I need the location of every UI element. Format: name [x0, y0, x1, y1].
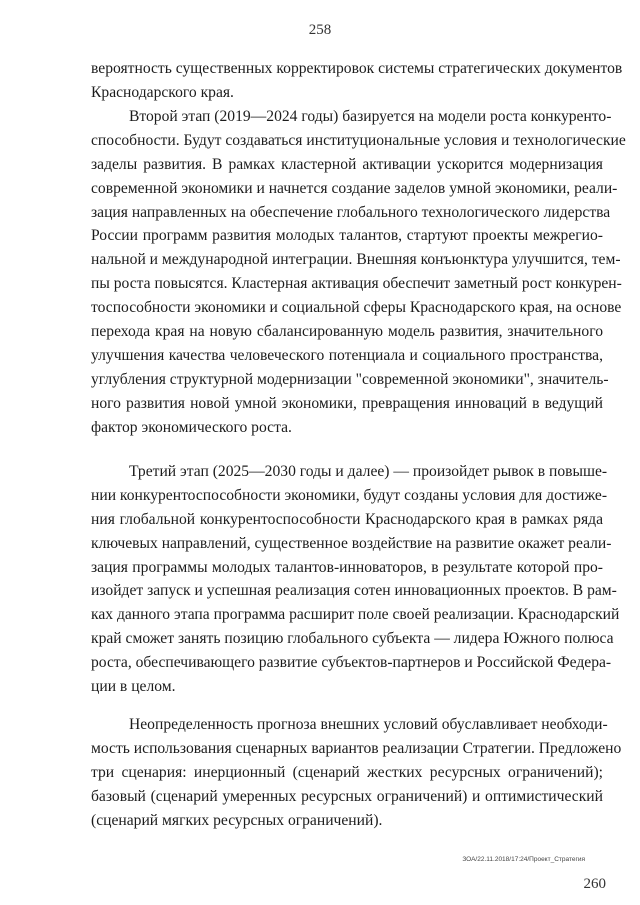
text-line: зация программы молодых талантов-инноваторов, в результате которой про- [91, 558, 603, 576]
text-line: ния глобальной конкурентоспособности Краснодарского края в рамках ряда [91, 510, 603, 528]
text-line: пы роста повысятся. Кластерная активация обеспечит заметный рост конкурен- [91, 275, 622, 293]
text-line: ции в целом. [91, 678, 176, 696]
text-line: углубления структурной модернизации "современной экономики", значитель- [91, 370, 609, 388]
text-line: Третий этап (2025—2030 годы и далее) — произойдет рывок в повыше- [129, 463, 608, 480]
text-line: три сценария: инерционный (сценарий жестких ресурсных ограничений); [91, 763, 603, 781]
text-line: Краснодарского края. [91, 83, 234, 101]
text-line: фактор экономического роста. [91, 418, 292, 436]
text-line: тоспособности экономики и социальной сферы Краснодарского края, на основе [91, 299, 622, 317]
text-line: вероятность существенных корректировок системы стратегических документов [91, 60, 623, 77]
text-line: современной экономики и начнется создание заделов умной экономики, реали- [91, 179, 618, 197]
text-line: перехода края на новую сбалансированную модель развития, значительного [91, 323, 603, 341]
text-line: край сможет занять позицию глобального субъекта — лидера Южного полюса [91, 630, 614, 648]
text-line: (сценарий мягких ресурсных ограничений). [91, 811, 383, 829]
text-line: способности. Будут создаваться институциональные условия и технологические [91, 131, 626, 149]
paragraph-scenarios [91, 713, 622, 832]
text-line: роста, обеспечивающего развитие субъектов-партнеров и Российской Федера- [91, 654, 612, 672]
text-line: ках данного этапа программа расширит поле своей реализации. Краснодарский [91, 606, 620, 624]
text-line: России программ развития молодых талантов, стартуют проекты межрегио- [91, 227, 603, 245]
text-line: ного развития новой умной экономики, превращения инноваций в ведущий [91, 394, 603, 412]
text-line: нии конкурентоспособности экономики, будут созданы условия для достиже- [91, 486, 608, 504]
text-line: ключевых направлений, существенное воздействие на развитие окажет реали- [91, 534, 612, 552]
text-line: мость использования сценарных вариантов реализации Стратегии. Предложено [91, 739, 622, 757]
document-code: ЗОА/22.11.2018/17:24/Проект_Стратегия [462, 856, 585, 863]
page-number-top: 258 [308, 22, 332, 38]
text-line: зация направленных на обеспечение глобального технологического лидерства [91, 203, 611, 221]
text-line: базовый (сценарий умеренных ресурсных ограничений) и оптимистический [91, 787, 603, 805]
paragraph-third-stage [91, 460, 620, 699]
paragraph-second-stage [91, 105, 626, 439]
text-line: изойдет запуск и успешная реализация сотен инновационных проектов. В рам- [91, 582, 617, 600]
page-number-bottom: 260 [583, 876, 606, 892]
text-line: заделы развития. В рамках кластерной активации ускорится модернизация [91, 155, 603, 173]
text-line: улучшения качества человеческого потенциала и социального пространства, [91, 346, 603, 364]
paragraph-continuation [91, 57, 623, 105]
text-line: Неопределенность прогноза внешних условий обуславливает необходи- [129, 716, 608, 733]
text-line: нальной и международной интеграции. Внешняя конъюнктура улучшится, тем- [91, 251, 621, 269]
text-line: Второй этап (2019—2024 годы) базируется на модели роста конкуренто- [129, 108, 612, 125]
